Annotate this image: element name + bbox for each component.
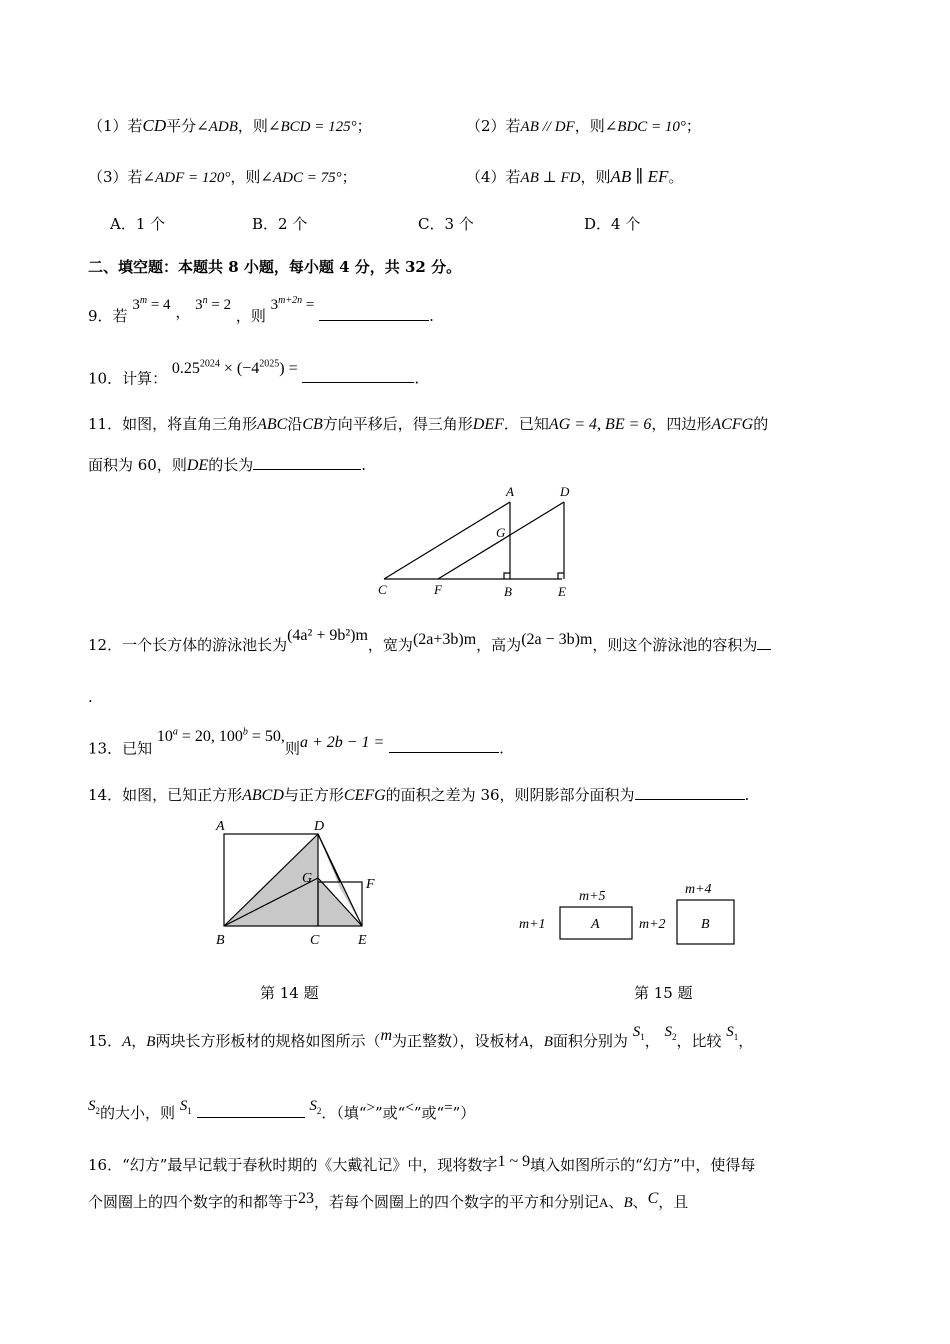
question-16-line1: 16．“幻方”最早记载于春秋时期的《大戴礼记》中，现将数字1 ~ 9填入如图所示的“幻方”中，使得每 <box>88 1153 756 1174</box>
math: (2a+3b)m <box>412 631 477 648</box>
choice-d: D．4 个 <box>584 215 641 233</box>
q8-option-3 <box>88 166 357 189</box>
math: AB ⊥ FD <box>520 170 581 186</box>
math: AB ∥ EF <box>610 167 669 186</box>
text: ， <box>175 303 191 321</box>
math: $3^{m+2n}$ = <box>270 295 315 313</box>
text: ，则 <box>574 117 605 135</box>
q8-option-1 <box>88 115 372 138</box>
math: $0.25^{2024} \times (-4^{2025})$ = <box>171 359 298 378</box>
math: (2a − 3b)m <box>521 631 593 648</box>
text: （3）若 <box>88 168 143 186</box>
answer-blank[interactable] <box>197 1103 305 1118</box>
text: ，则 <box>235 307 266 325</box>
question-13: 13．已知 $10^a = 20$, $100^b = 50$,则a + 2b − 1 = . <box>88 727 504 758</box>
label-F: F <box>366 877 375 892</box>
label-A: A <box>216 819 225 834</box>
text: ，则 <box>580 168 611 186</box>
math: ∠ADB <box>196 119 238 135</box>
caption-15: 第 15 题 <box>634 984 693 1002</box>
answer-blank[interactable] <box>389 738 499 753</box>
text: ，则 <box>237 117 268 135</box>
math: a + 2b − 1 = <box>299 734 385 752</box>
answer-blank[interactable] <box>757 635 771 650</box>
math: AB // DF <box>520 119 575 135</box>
math: CD <box>142 116 167 135</box>
q14-figure <box>210 812 390 950</box>
answer-blank[interactable] <box>635 785 745 800</box>
label-E: E <box>558 584 566 599</box>
label-G: G <box>302 871 313 886</box>
math: (4a² + 9b²)m <box>287 627 368 644</box>
caption-14: 第 14 题 <box>260 984 319 1002</box>
choice-b: B．2 个 <box>252 215 308 233</box>
question-12: 12．一个长方体的游泳池长为(4a² + 9b²)m，宽为(2a+3b)m，高为(2a − 3b)m，则这个游泳池的容积为 <box>88 634 771 657</box>
label-side-a: m+1 <box>519 917 546 932</box>
text: ，则 <box>230 168 261 186</box>
q8-option-4 <box>466 166 683 189</box>
math: ∠ADC = 75° <box>260 170 342 186</box>
text: （1）若 <box>88 117 143 135</box>
choice-c: C．3 个 <box>418 215 474 233</box>
label-C: C <box>310 933 320 948</box>
answer-blank[interactable] <box>319 306 429 321</box>
question-15-line2: $S_2$的大小，则 $S_1$ $S_2$．（填“>”或“<”或“=”） <box>88 1098 476 1122</box>
question-10: 10．计算： $0.25^{2024} \times (-4^{2025})$ = . <box>88 359 420 388</box>
label-C: C <box>378 582 387 597</box>
section-title: 二、填空题：本题共 8 小题，每小题 4 分，共 32 分。 <box>88 258 462 276</box>
math: ∠BCD = 125° <box>267 119 357 135</box>
label-F: F <box>434 582 442 597</box>
question-9: 9．若 $3^m = 4$ ， $3^n = 2$ ，则 $3^{m+2n}$ = . <box>88 295 434 325</box>
question-15-line1: 15．A，B两块长方形板材的规格如图所示（m为正整数），设板材A，B面积分别为 $S_1$， $S_2$，比较 $S_1$， <box>88 1024 754 1050</box>
question-11-line2: 面积为 60，则DE的长为 . <box>88 456 366 474</box>
text: 。 <box>668 168 684 186</box>
text: 10．计算： <box>88 369 168 388</box>
label-B: B <box>216 933 225 948</box>
answer-blank[interactable] <box>253 455 361 470</box>
math: $10^a = 20$, $100^b = 50$, <box>156 727 285 746</box>
text: （4）若 <box>466 168 521 186</box>
label-side-b: m+2 <box>639 917 666 932</box>
question-14: 14．如图，已知正方形ABCD与正方形CEFG的面积之差为 36，则阴影部分面积为 . <box>88 786 750 804</box>
text: ； <box>356 117 372 135</box>
math: ∠ADF = 120° <box>142 170 231 186</box>
question-11-line1: 11．如图，将直角三角形ABC沿CB方向平移后，得三角形DEF．已知AG = 4, BE = 6，四边形ACFG的 <box>88 415 769 433</box>
question-12-dot: . <box>88 688 93 706</box>
text: 平分 <box>166 117 197 135</box>
label-G: G <box>496 525 506 540</box>
math: $3^n = 2$ <box>195 295 232 313</box>
math: $3^m = 4$ <box>132 295 171 313</box>
label-top-b: m+4 <box>685 882 712 897</box>
label-B: B <box>504 584 512 599</box>
q15-figure <box>515 878 745 950</box>
answer-blank[interactable] <box>302 368 414 383</box>
text: （2）若 <box>466 117 521 135</box>
choice-a: A．1 个 <box>110 215 166 233</box>
label-D: D <box>560 484 570 499</box>
text: ； <box>685 117 701 135</box>
q11-figure <box>370 482 590 600</box>
q8-option-2 <box>466 115 701 138</box>
label-D: D <box>314 819 325 834</box>
label-top-a: m+5 <box>579 889 606 904</box>
text: 9．若 <box>88 307 128 325</box>
text: ； <box>341 168 357 186</box>
label-A: A <box>506 484 514 499</box>
math: ∠BDC = 10° <box>604 119 686 135</box>
label-E: E <box>358 933 367 948</box>
question-16-line2: 个圆圈上的四个数字的和都等于23，若每个圆圈上的四个数字的平方和分别记A、B、C，且 <box>88 1190 689 1211</box>
label-name-a: A <box>591 917 600 932</box>
label-name-b: B <box>701 917 710 932</box>
